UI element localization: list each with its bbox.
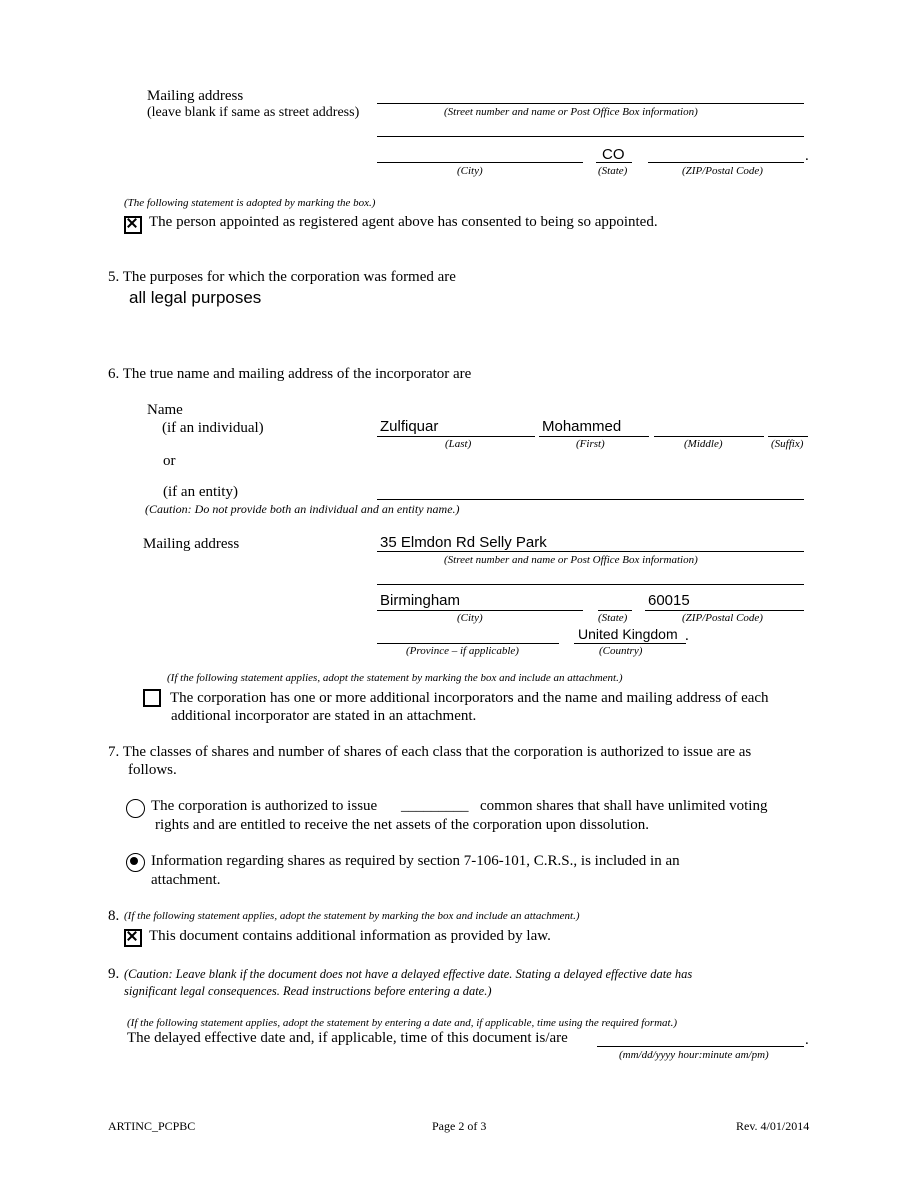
mailing-address-label: Mailing address (147, 88, 244, 104)
agent-zip-field[interactable] (648, 162, 804, 163)
zip-field (645, 610, 804, 611)
agent-state-value[interactable]: CO (602, 146, 625, 163)
section-8-text: This document contains additional information as provided by law. (149, 928, 551, 944)
delayed-effective-date-field[interactable] (597, 1046, 804, 1047)
section-7-text-2: follows. (128, 762, 177, 778)
shares-option-2-radio[interactable] (126, 853, 145, 872)
shares-option-1-text-post: common shares that shall have unlimited voting (480, 798, 768, 814)
suffix-field[interactable] (768, 436, 808, 437)
shares-option-1-text-pre: The corporation is authorized to issue (151, 798, 378, 814)
if-entity-label: (if an entity) (163, 484, 238, 500)
section-8-note: (If the following statement applies, adopt the statement by marking the box and include an attachment.) (124, 910, 580, 922)
street-field-1 (377, 551, 804, 552)
footer-page-number: Page 2 of 3 (432, 1119, 487, 1133)
section-9-text: The delayed effective date and, if applicable, time of this document is/are (127, 1030, 568, 1046)
street-field-2[interactable] (377, 584, 804, 585)
period: . (805, 1032, 809, 1048)
agent-state-caption: (State) (598, 165, 628, 177)
state-field[interactable] (598, 610, 632, 611)
additional-information-checkbox[interactable] (124, 929, 142, 947)
last-name-value[interactable]: Zulfiquar (380, 418, 439, 435)
suffix-caption: (Suffix) (771, 438, 804, 450)
agent-street-field-2[interactable] (377, 136, 804, 137)
section-7-text-1: 7. The classes of shares and number of shares of each class that the corporation is authorized to issue are as (108, 744, 752, 760)
city-field (377, 610, 583, 611)
city-value[interactable]: Birmingham (380, 592, 461, 609)
period: . (805, 148, 809, 164)
agent-city-field[interactable] (377, 162, 583, 163)
shares-option-1-radio[interactable] (126, 799, 145, 818)
section-5-text: 5. The purposes for which the corporation was formed are (108, 269, 456, 285)
agent-state-field (596, 162, 632, 163)
middle-name-field[interactable] (654, 436, 764, 437)
middle-caption: (Middle) (684, 438, 723, 450)
footer-revision: Rev. 4/01/2014 (736, 1119, 810, 1133)
or-label: or (163, 453, 176, 469)
last-caption: (Last) (445, 438, 472, 450)
consent-checkbox[interactable] (124, 216, 142, 234)
name-label: Name (147, 402, 183, 418)
additional-incorporators-text-1: The corporation has one or more additional incorporators and the name and mailing address of each (170, 690, 769, 706)
incorporator-mailing-label: Mailing address (143, 536, 240, 552)
section-9-caution-2: significant legal consequences. Read instructions before entering a date.) (124, 984, 492, 998)
first-name-field (539, 436, 649, 437)
section-8-number: 8. (108, 908, 120, 924)
shares-option-2-text-1: Information regarding shares as required by section 7-106-101, C.R.S., is included in an (151, 853, 680, 869)
agent-street-field-1[interactable] (377, 103, 804, 104)
state-caption: (State) (598, 612, 628, 624)
shares-option-2-text-2: attachment. (151, 872, 221, 888)
first-name-value[interactable]: Mohammed (542, 418, 622, 435)
period: . (685, 628, 689, 644)
shares-count-blank[interactable]: _________ (401, 798, 469, 814)
additional-incorporators-text-2: additional incorporator are stated in an attachment. (171, 708, 477, 724)
street-caption: (Street number and name or Post Office Box information) (444, 554, 698, 566)
section-9-number: 9. (108, 966, 120, 982)
last-name-field (377, 436, 535, 437)
city-caption: (City) (457, 612, 483, 624)
zip-value[interactable]: 60015 (648, 592, 690, 609)
purposes-value[interactable]: all legal purposes (129, 288, 262, 307)
caution-note: (Caution: Do not provide both an individual and an entity name.) (145, 502, 460, 516)
entity-name-field[interactable] (377, 499, 804, 500)
country-value[interactable]: United Kingdom (578, 626, 678, 642)
additional-incorporators-note: (If the following statement applies, adopt the statement by marking the box and include an attachment.) (167, 672, 623, 684)
additional-incorporators-checkbox[interactable] (143, 689, 161, 707)
zip-caption: (ZIP/Postal Code) (682, 612, 763, 624)
agent-zip-caption: (ZIP/Postal Code) (682, 165, 763, 177)
consent-note: (The following statement is adopted by marking the box.) (124, 197, 376, 209)
shares-option-1-text-2: rights and are entitled to receive the net assets of the corporation upon dissolution. (155, 817, 650, 833)
province-field[interactable] (377, 643, 559, 644)
mailing-address-sublabel: (leave blank if same as street address) (147, 105, 360, 120)
consent-text: The person appointed as registered agent above has consented to being so appointed. (149, 214, 658, 230)
agent-city-caption: (City) (457, 165, 483, 177)
date-format-caption: (mm/dd/yyyy hour:minute am/pm) (619, 1049, 769, 1061)
footer-form-id: ARTINC_PCPBC (108, 1119, 196, 1133)
street-value[interactable]: 35 Elmdon Rd Selly Park (380, 534, 547, 551)
agent-street-caption: (Street number and name or Post Office Box information) (444, 106, 698, 118)
section-9-note: (If the following statement applies, adopt the statement by entering a date and, if applicable, time using the required format.) (127, 1017, 678, 1029)
province-caption: (Province – if applicable) (406, 645, 519, 657)
country-caption: (Country) (599, 645, 643, 657)
section-6-text: 6. The true name and mailing address of the incorporator are (108, 366, 472, 382)
first-caption: (First) (576, 438, 605, 450)
if-individual-label: (if an individual) (162, 420, 264, 436)
country-field (574, 643, 686, 644)
section-9-caution-1: (Caution: Leave blank if the document does not have a delayed effective date. Stating a delayed effective date has (124, 967, 693, 981)
